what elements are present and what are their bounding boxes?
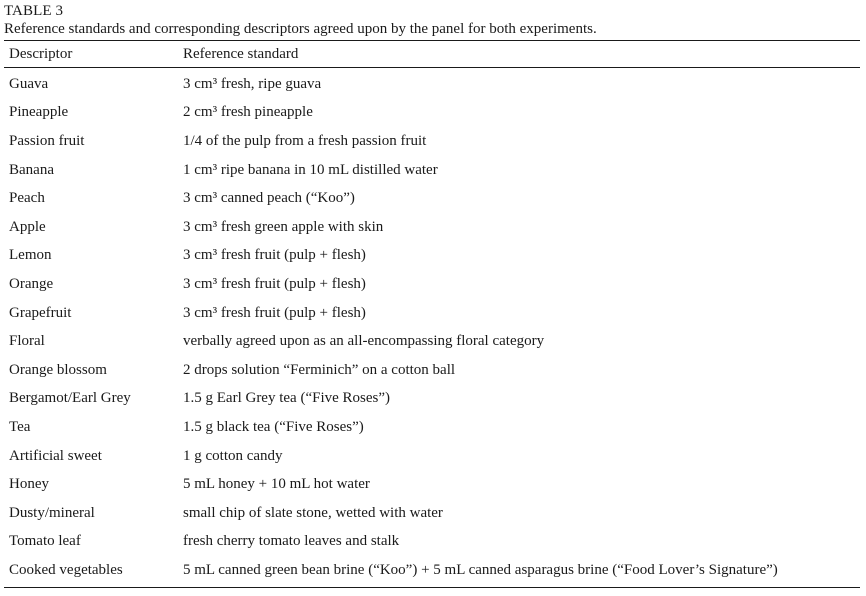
reference-standard-cell: 1 g cotton candy bbox=[183, 447, 283, 464]
descriptor-cell: Honey bbox=[9, 476, 49, 493]
descriptor-cell: Artificial sweet bbox=[9, 447, 102, 464]
table-container bbox=[4, 3, 860, 588]
reference-standard-cell: 1.5 g black tea (“Five Roses”) bbox=[183, 418, 364, 435]
table-row bbox=[4, 442, 860, 471]
descriptor-cell: Cooked vegetables bbox=[9, 561, 123, 578]
table-number: TABLE 3 bbox=[4, 3, 64, 19]
descriptor-cell: Grapefruit bbox=[9, 304, 72, 321]
table-row bbox=[4, 270, 860, 299]
header-reference-standard: Reference standard bbox=[183, 45, 299, 62]
descriptor-cell: Orange blossom bbox=[9, 361, 107, 378]
reference-standard-cell: small chip of slate stone, wetted with water bbox=[183, 504, 443, 521]
table-row bbox=[4, 184, 860, 213]
descriptor-cell: Banana bbox=[9, 161, 54, 178]
reference-standard-cell: 1/4 of the pulp from a fresh passion fruit bbox=[183, 132, 427, 149]
table-row bbox=[4, 528, 860, 557]
reference-standard-cell: 3 cm³ fresh, ripe guava bbox=[183, 75, 322, 92]
reference-standard-cell: 3 cm³ fresh fruit (pulp + flesh) bbox=[183, 275, 366, 292]
table-row bbox=[4, 156, 860, 185]
descriptor-cell: Orange bbox=[9, 275, 54, 292]
reference-standard-cell: 1 cm³ ripe banana in 10 mL distilled water bbox=[183, 161, 438, 178]
table-row bbox=[4, 99, 860, 128]
reference-standard-cell: 3 cm³ fresh green apple with skin bbox=[183, 218, 384, 235]
table-row bbox=[4, 499, 860, 528]
reference-standard-cell: fresh cherry tomato leaves and stalk bbox=[183, 533, 400, 550]
table-row bbox=[4, 70, 860, 99]
reference-standard-cell: verbally agreed upon as an all-encompassing floral category bbox=[183, 333, 545, 350]
descriptor-cell: Floral bbox=[9, 333, 45, 350]
table-row bbox=[4, 556, 860, 585]
descriptor-cell: Bergamot/Earl Grey bbox=[9, 390, 131, 407]
descriptor-cell: Apple bbox=[9, 218, 46, 235]
descriptor-cell: Dusty/mineral bbox=[9, 504, 95, 521]
table-row bbox=[4, 327, 860, 356]
table-row bbox=[4, 356, 860, 385]
reference-standard-cell: 2 drops solution “Ferminich” on a cotton ball bbox=[183, 361, 456, 378]
descriptor-cell: Passion fruit bbox=[9, 132, 85, 149]
descriptor-cell: Lemon bbox=[9, 247, 52, 264]
table-row bbox=[4, 470, 860, 499]
reference-standard-cell: 2 cm³ fresh pineapple bbox=[183, 104, 313, 121]
reference-standard-cell: 5 mL canned green bean brine (“Koo”) + 5 mL canned asparagus brine (“Food Lover’s Signature”) bbox=[183, 561, 778, 578]
reference-standard-cell: 3 cm³ canned peach (“Koo”) bbox=[183, 190, 355, 207]
descriptor-cell: Peach bbox=[9, 190, 45, 207]
table-caption: Reference standards and corresponding descriptors agreed upon by the panel for both experiments. bbox=[4, 21, 597, 37]
reference-standard-cell: 3 cm³ fresh fruit (pulp + flesh) bbox=[183, 247, 366, 264]
reference-standard-cell: 5 mL honey + 10 mL hot water bbox=[183, 476, 370, 493]
table-row bbox=[4, 413, 860, 442]
table-row bbox=[4, 299, 860, 328]
reference-standard-cell: 3 cm³ fresh fruit (pulp + flesh) bbox=[183, 304, 366, 321]
table-row bbox=[4, 127, 860, 156]
descriptor-cell: Tomato leaf bbox=[9, 533, 81, 550]
bottom-rule bbox=[4, 587, 860, 588]
descriptor-cell: Pineapple bbox=[9, 104, 69, 121]
table-row bbox=[4, 242, 860, 271]
descriptor-cell: Tea bbox=[9, 418, 31, 435]
table-row bbox=[4, 213, 860, 242]
header-descriptor: Descriptor bbox=[9, 45, 73, 62]
table-body bbox=[4, 68, 860, 585]
table-header-row bbox=[4, 41, 860, 67]
reference-standard-cell: 1.5 g Earl Grey tea (“Five Roses”) bbox=[183, 390, 391, 407]
descriptor-cell: Guava bbox=[9, 75, 49, 92]
table-row bbox=[4, 385, 860, 414]
